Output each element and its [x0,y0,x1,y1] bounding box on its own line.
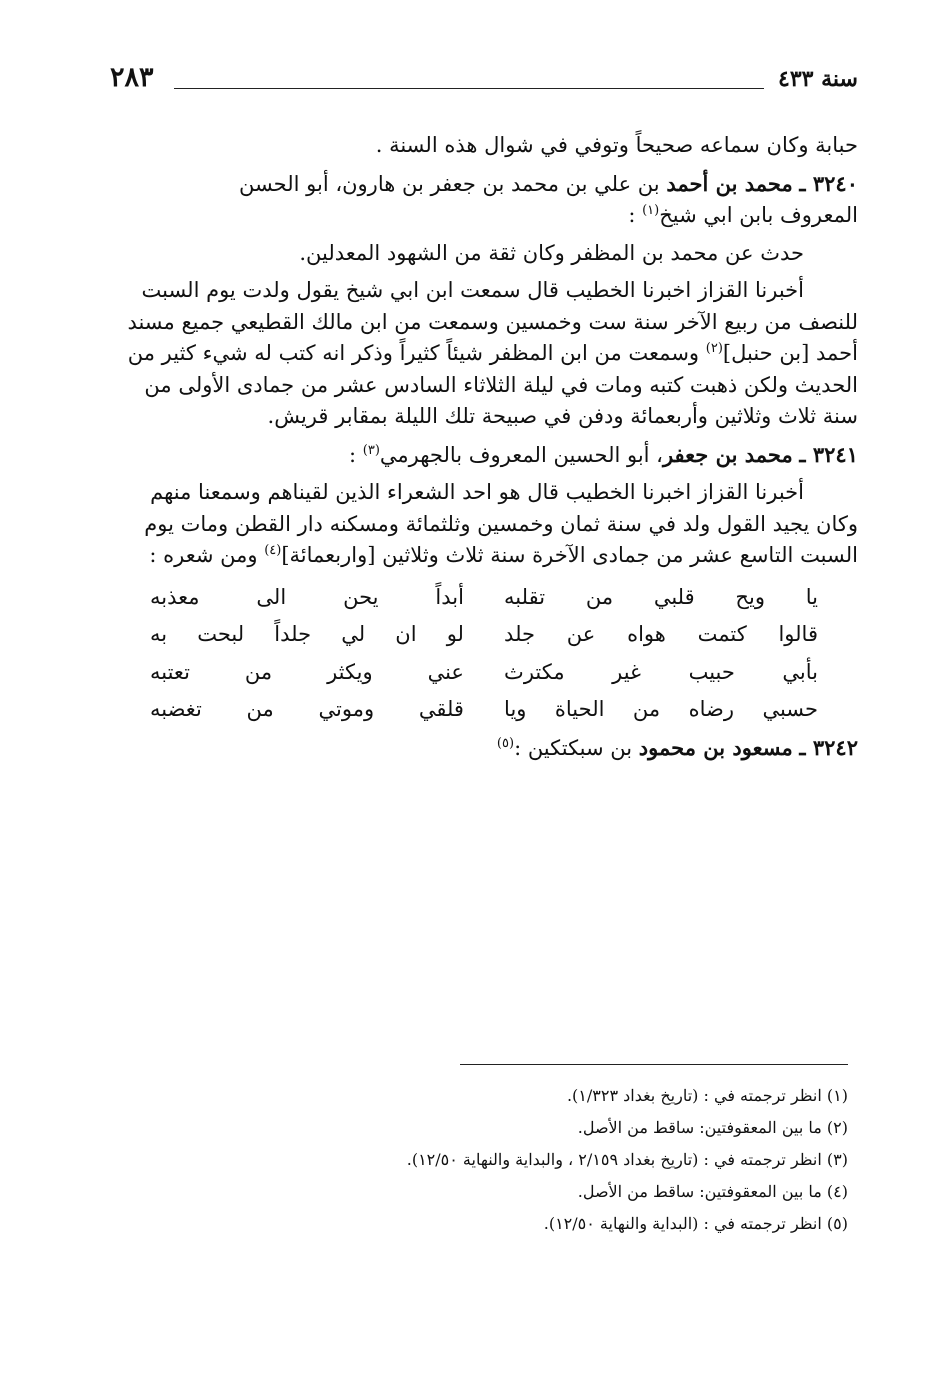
hemistich-left: عني ويكثر من تعتبه [150,659,464,684]
paragraph: حدث عن محمد بن المظفر وكان ثقة من الشهود المعدلين. [299,240,804,265]
paragraph-continuation: حبابة وكان سماعه صحيحاً وتوفي في شوال هذه السنة . [375,133,858,157]
paragraph [110,477,858,572]
text-line [110,540,858,572]
entry-3242 [110,732,858,765]
footnote-rule [460,1064,848,1065]
entry-lineage: بن سبكتكين : [514,735,633,760]
text-line: أخبرنا القزاز اخبرنا الخطيب قال سمعت ابن ابي شيخ يقول ولدت يوم السبت [141,278,804,302]
hemistich-left: أبداً يحن الى معذبه [150,584,464,609]
poem-verse [150,582,818,614]
text-line: الحديث ولكن ذهبت كتبه ومات في ليلة الثلاثاء السادس عشر من جمادى الأولى من [144,372,858,397]
hemistich-left: لو ان لي جلداً لبحت به [150,622,464,646]
entry-colon: : [628,203,636,227]
hemistich-left: قلقي وموتي من تغضبه [150,697,464,721]
entry-epithet: المعروف بابن ابي شيخ [659,203,858,227]
text-line: سنة ثلاث وثلاثين وأربعمائة ودفن في صبيحة تلك الليلة بمقابر قريش. [267,404,858,428]
entry-3240 [110,168,858,232]
paragraph [110,275,858,433]
poem [110,582,858,726]
text-line: وكان يجيد القول ولد في سنة ثمان وخمسين وثلثمائة ومسكنه دار القطن ومات يوم [144,511,858,536]
entry-name: محمد بن أحمد [666,170,793,196]
footnote: (٢) ما بين المعقوفتين: ساقط من الأصل. [577,1118,848,1137]
poem-verse [150,694,818,726]
poem-verse [150,619,818,651]
text-line: للنصف من ربيع الآخر سنة ست وخمسين وسمعت من ابن مالك القطيعي جميع مسند [127,309,858,334]
text-span: ومن شعره : [149,543,258,567]
header-rule [174,88,764,89]
footnote-ref: (٣) [362,442,380,458]
poem-verse [150,657,818,689]
entry-lineage: بن علي بن محمد بن جعفر بن هارون، أبو الحسن [238,171,660,196]
entry-number: ٣٢٤٠ ـ [799,170,858,196]
footnote-ref: (٤) [264,543,282,558]
footnote: (٤) ما بين المعقوفتين: ساقط من الأصل. [577,1182,848,1201]
entry-name: محمد بن جعفر [662,441,793,467]
footnote: (٣) انظر ترجمته في : (تاريخ بغداد ٢/١٥٩ ، والبداية والنهاية ١٢/٥٠). [406,1150,848,1169]
footnote-ref: (١) [642,203,660,218]
text-span: السبت التاسع عشر من جمادى الآخرة سنة ثلاث وثلاثين [واربعمائة] [281,543,858,567]
text-span: أحمد [بن حنبل] [722,341,858,365]
footnotes [110,1084,848,1244]
text-line [110,338,858,370]
entry-number: ٣٢٤٢ ـ [799,734,858,760]
hemistich-right: حسبي رضاه من الحياة ويا [504,697,818,721]
entry-number: ٣٢٤١ ـ [799,441,858,467]
text-span: وسمعت من ابن المظفر شيئاً كثيراً وذكر انه كتب له شيء كثير من [127,341,700,365]
footnote-ref: (٥) [496,735,515,751]
entry-name: مسعود بن محمود [638,734,793,760]
footnote: (٥) انظر ترجمته في : (البداية والنهاية ١٢/٥٠). [543,1214,848,1233]
main-text [110,130,858,770]
running-year: سنة ٤٣٣ [778,66,858,92]
page-number: ٢٨٣ [110,62,154,93]
running-header [110,62,858,102]
footnote: (١) انظر ترجمته في : (تاريخ بغداد ١/٣٢٣). [566,1086,848,1105]
hemistich-right: قالوا كتمت هواه عن جلد [504,622,818,646]
text-line: أخبرنا القزاز اخبرنا الخطيب قال هو احد الشعراء الذين لقيناهم وسمعنا منهم [150,480,804,504]
hemistich-right: بأبي حبيب غير مكترث [504,659,818,684]
entry-epithet: ، أبو الحسين المعروف بالجهرمي [379,442,663,467]
hemistich-right: يا ويح قلبي من تقلبه [504,584,818,609]
entry-3241 [110,439,858,472]
footnote-ref: (٢) [705,341,723,356]
entry-colon: : [348,442,357,467]
